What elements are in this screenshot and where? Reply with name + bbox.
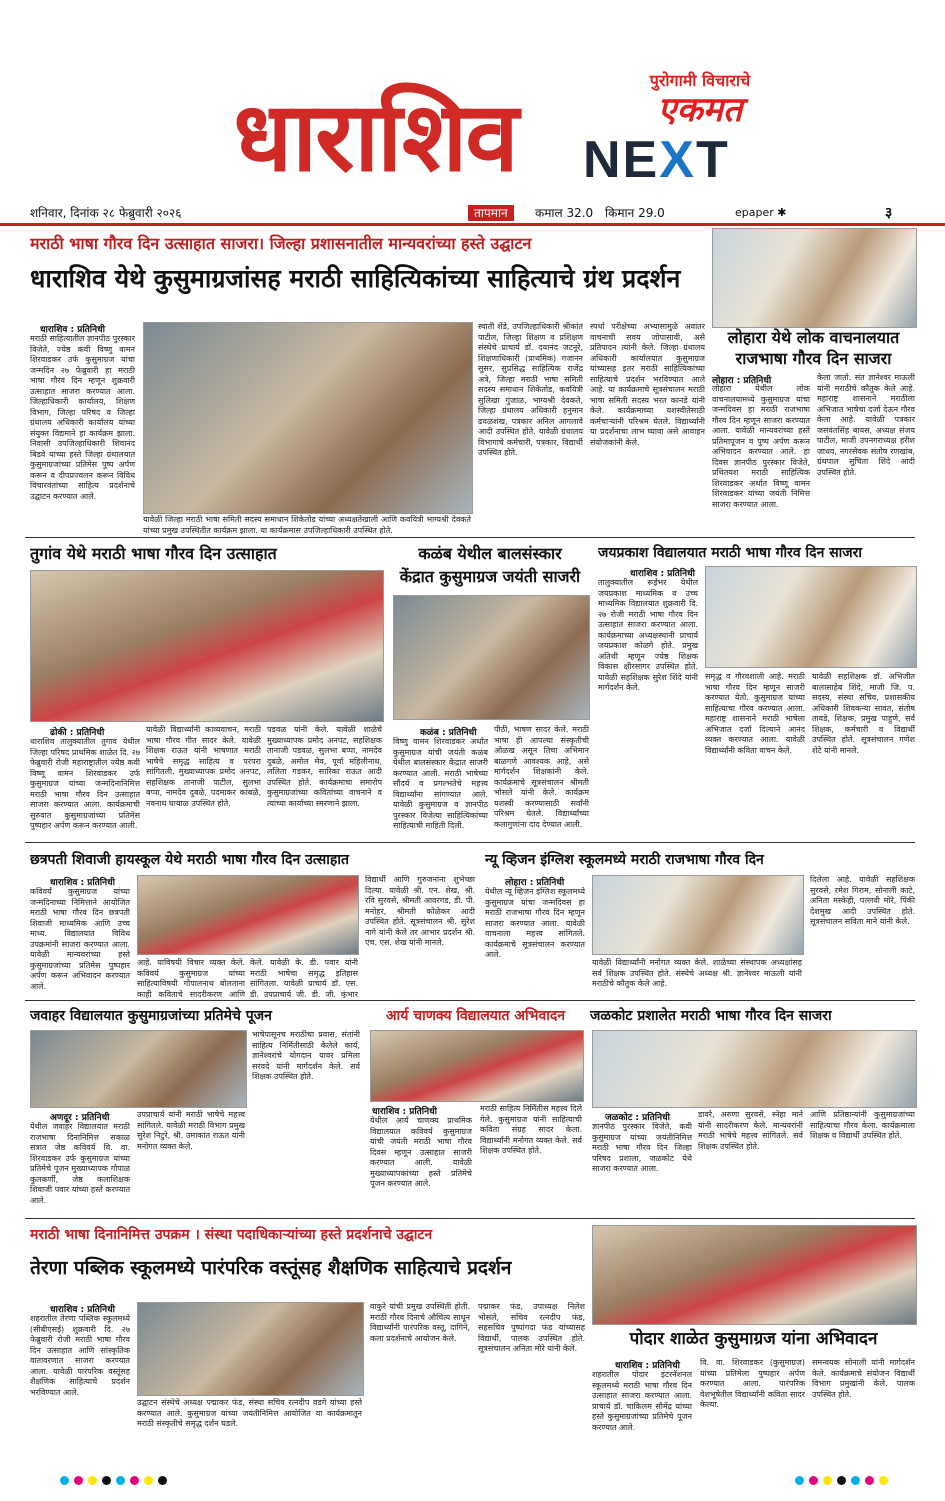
yellow-mark — [144, 1476, 153, 1485]
temperature-min: किमान 29.0 — [605, 206, 665, 220]
edition-logo-part-c: T — [695, 131, 730, 189]
terna-text-col2: उद्घाटन संस्थेचे अध्यक्ष पद्माकर फंड, संस्था सचिव रत्नदीप वडगे यांच्या हस्ते करण्यात आले. कुसुमाग्रज यांच्या जयंतीनिमित्त आयोजित या कार्यक्रमातून मराठी संस्कृतीचे समृद्ध दर्शन घडले. — [137, 1398, 362, 1428]
kalamb-text-col1: विष्णु वामन शिरवाडकर अर्थात कुसुमाग्रज यांची जयंती कळंब येथील बालसंस्कार केंद्रात साजरी करण्यात आली. मराठी भाषेच्या सौंदर्य व प्रगल्भतेचे महत्त्व विद्यार्थ्यांना सांगण्यात आले. यावेळी कुसुमाग्रज व ज्ञानपीठ पुरस्कार विजेत्या साहित्यिकांच्या साहित्याची माहिती दिली. — [393, 737, 488, 830]
epaper-link[interactable]: epaper ✱ — [735, 206, 787, 219]
lead-photo — [143, 322, 473, 514]
masthead-brand: एकमत — [657, 90, 743, 130]
edition-logo-part-a: NE — [583, 131, 660, 189]
newvision-headline: न्यू व्हिजन इंग्लिश स्कूलमध्ये मराठी राजभाषा गौरव दिन — [485, 852, 764, 868]
lead-headline: धाराशिव येथे कुसुमाग्रजांसह मराठी साहित्यिकांच्या साहित्याचे ग्रंथ प्रदर्शन — [30, 264, 681, 293]
jalkot-text-col3: आणि प्रतिष्ठान्यांनी कुसुमाग्रजांच्या साहित्याचा गौरव केला. कार्यक्रमाला शिक्षक व विद्यार्थी उपस्थित होते. — [810, 1110, 915, 1140]
section-divider — [25, 537, 915, 538]
issue-date: शनिवार, दिनांक २८ फेब्रुवारी २०२६ — [30, 206, 182, 220]
kalamb-text-col2: पीठी, भाषण सादर केले. मराठी भाषा ही आपल्या संस्कृतीची ओळख असून तिचा अभिमान बाळगणे आवश्यक आहे, असे मार्गदर्शन शिक्षकांनी केले. कार्यक्रमाचे सूत्रसंचालन श्रीमती भोसले यांनी केले. कार्यक्रम यशस्वी करण्यासाठी सर्वांनी परिश्रम घेतले. विद्यार्थ्यांच्या कलागुणांना दाद देण्यात आली. — [494, 725, 589, 829]
page-number: ३ — [885, 205, 893, 221]
cyan-mark — [795, 1476, 804, 1485]
black-mark — [837, 1476, 846, 1485]
newvision-text-col2: यावेळी विद्यार्थ्यांनी मनोगत व्यक्त केले. शाळेच्या संस्थापक अध्यक्षांसह सर्व शिक्षक उपस्थित होते. संस्थेचे अध्यक्ष श्री. ज्ञानेश्वर माऊली यांनी मराठीचे कौतुक केले आहे. — [592, 958, 802, 988]
podar-text-col3: समन्वयक सोनाली यांनी मार्गदर्शन केले. कार्यक्रमाचे संयोजन विद्यार्थी विभाग प्रमुखांनी केले. पालक उपस्थित होते. — [812, 1358, 915, 1399]
temperature-max: कमाल 32.0 — [535, 206, 594, 220]
podar-byline: धाराशिव : प्रतिनिधी — [615, 1361, 680, 1371]
cyan-mark — [60, 1476, 69, 1485]
lohara-text-col1: लोहारा येथील लोक वाचनालयामध्ये कुसुमाग्रज यांचा जन्मदिवस हा मराठी राजभाषा गौरव दिन म्हणून साजरा करण्यात आला. यावेळी मान्यवरांच्या हस्ते प्रतिमापूजन व पुष्प अर्पण करून अभिवादन करण्यात आले. हा दिवस ज्ञानपीठ पुरस्कार विजेते, प्रथितयश मराठी साहित्यिक शिरवाडकर अर्थात विष्णू वामन शिरवाडकर यांच्या जयंती निमित्त साजरा करण्यात आला. — [712, 384, 810, 509]
lohara-headline-2: राजभाषा गौरव दिन साजरा — [735, 349, 892, 368]
podar-photo — [592, 1225, 917, 1325]
tugaon-photo — [30, 570, 384, 722]
section-divider-4 — [25, 1218, 915, 1219]
section-divider-3 — [25, 1000, 915, 1001]
lohara-photo — [712, 228, 917, 328]
jaiprakash-headline: जयप्रकाश विद्यालयात मराठी भाषा गौरव दिन साजरा — [598, 545, 863, 561]
jaiprakash-text-col3: यावेळी सहशिक्षक डॉ. अभिजीत बालासाहेब शिंदे, माजी जि. प. सदस्य, संस्था सचिव, प्रशासकीय अधिकारी शिवकन्या सावंत, संतोष तावडे, शिक्षक, प्रमुख पाहुणे, सर्व शिक्षक, कर्मचारी व विद्यार्थी उपस्थित होते. सूत्रसंचालन गणेश शेटे यांनी मानले. — [812, 672, 915, 755]
terna-headline: तेरणा पब्लिक स्कूलमध्ये पारंपरिक वस्तूंसह शैक्षणिक साहित्याचे प्रदर्शन — [30, 1257, 512, 1279]
podar-text-col2: वि. वा. शिरवाडकर (कुसुमाग्रज) यांच्या प्रतिमेला पुष्पहार अर्पण करण्यात आला. पारंपरिक वेशभूषेतील विद्यार्थ्यांनी कविता सादर केल्या. — [700, 1358, 805, 1409]
jaiprakash-text-col2: समृद्ध व गौरवशाली आहे. मराठी भाषा गौरव दिन म्हणून साजरी करण्यात येतो. कुसुमाग्रज यांच्या साहित्याचा गौरव करण्यात आला. महाराष्ट्र शासनाने मराठी भाषेला अभिजात दर्जा दिल्याने आनंद व्यक्त करण्यात आला. यावेळी विद्यार्थ्यांनी कविता वाचन केले. — [705, 672, 805, 755]
cyan-mark — [116, 1476, 125, 1485]
jawahar-text-col2: भाषेपासूनच मराठीचा प्रवास, संतांनी साहित्य निर्मितीसाठी केलेले कार्य, ज्ञानेश्वरांचे योगदान यावर प्रमिला सरवदे यांनी मार्गदर्शन केले. सर्व शिक्षक उपस्थित होते. — [252, 1030, 360, 1081]
yellow-mark — [88, 1476, 97, 1485]
tugaon-headline: तुगांव येथे मराठी भाषा गौरव दिन उत्साहात — [30, 544, 277, 563]
edition-logo-part-b: X — [659, 131, 696, 189]
shivaji-photo — [137, 875, 359, 955]
jalkot-text-col1: ज्ञानपीठ पुरस्कार विजेते, कवी कुसुमाग्रज यांच्या जयंतीनिमित्त मराठी भाषा गौरव दिन जिल्हा परिषद प्रशाला, जळकोट येथे साजरा करण्यात आला. — [592, 1122, 692, 1173]
magenta-mark — [74, 1476, 83, 1485]
arya-text-col2: मराठी साहित्य निर्मितीस महत्त्व दिले गेले. कुसुमाग्रज यांनी साहित्याची कविता संग्रह सादर केला. विद्यार्थ्यांनी मनोगत व्यक्त केले. सर्व शिक्षक उपस्थित होते. — [480, 1104, 582, 1155]
jalkot-text-col2: डावरे, अरुणा सुरवसे, स्नेहा माने यांनी सादरीकरण केले. मान्यवरांनी मराठी भाषेचे महत्त्व सांगितले. सर्व शिक्षक उपस्थित होते. — [698, 1110, 803, 1151]
shivaji-text-col3: केले. यावेळी के. डी. पवार यांनी मराठी भाषेचा समृद्ध इतिहास सांगितला. यावेळी प्राचार्य डॉ. एस. डी. उपप्राचार्य जी. डी. जी. कुंभार — [250, 958, 358, 998]
magenta-mark — [130, 1476, 139, 1485]
registration-marks-right — [795, 1470, 893, 1480]
newvision-text-col3: दिलेला आहे. यावेळी सहशिक्षक सुरवसे, रमेश गिराम, सोनाली काटे, अनिता मस्केही, पल्लवी मोरे, पिंकी देशमुख आदी उपस्थित होते. सूत्रसंचालन सविता माने यांनी केले. — [810, 875, 915, 926]
terna-text-col4: पद्माकर फंड, उपाध्यक्ष निलेश भोसले, सचिव रत्नदीप फंड, सहसचिव पुष्पांगदा फंड यांच्यासह विद्यार्थी, पालक उपस्थित होते. सूत्रसंचालन अनिता मोरे यांनी केले. — [478, 1302, 585, 1353]
lead-photo-caption: यावेळी जिल्हा मराठी भाषा समिती सदस्य समाधान शिकेतोड यांच्या अध्यक्षतेखाली आणि कवयित्री भाग्यश्री देवकते यांच्या प्रमुख उपस्थितीत कार्यक्रम झाला. या कार्यक्रमास उपजिल्हाधिकारी उपस्थित होते. — [143, 515, 471, 535]
jawahar-text-col1: येथील जवाहर विद्यालयात मराठी राजभाषा दिनानिमित्त सकाळ सत्रात जेष्ठ कविवर्य वि. वा. शिरवाडकर उर्फ कुसुमाग्रज यांच्या प्रतिमेचे पूजन मुख्याध्यापक गोपाळ कुलकर्णी, जेष्ठ कलाशिक्षक शिवाजी पवार यांच्या हस्ते करण्यात आले. — [30, 1122, 130, 1205]
terna-kicker: मराठी भाषा दिनानिमित्त उपक्रम । संस्था पदाधिकाऱ्यांच्या हस्ते प्रदर्शनाचे उद्घाटन — [30, 1227, 433, 1243]
terna-text-col1: शहरातील तेरणा पब्लिक स्कूलमध्ये (सीबीएसई) शुक्रवारी दि. २७ फेब्रुवारी रोजी मराठी भाषा गौरव दिन उत्साहात आणि सांस्कृतिक वातावरणात साजरा करण्यात आला. यावेळी पारंपरिक वस्तूंसह शैक्षणिक साहित्याचे प्रदर्शन भरविण्यात आले. — [30, 1314, 130, 1397]
shivaji-text-col2: आहे. याविषयी विचार व्यक्त केले. कविवर्य कुसुमाग्रज यांच्या साहित्याविषयी गोपालनाथ बोलताना काही कविताचे सादरीकरण आणि — [137, 958, 245, 998]
masthead-tagline: पुरोगामी विचाराचे — [649, 71, 751, 90]
kalamb-byline: कळंब : प्रतिनिधी — [420, 728, 477, 738]
yellow-mark — [823, 1476, 832, 1485]
lead-text-col3: स्पर्धा परीक्षेच्या अभ्यासामुळे अवांतर वाचनाची सवय जोपासावी, असे प्रतिपादन त्यांनी केले. जिल्हा ग्रंथालय अधिकारी कार्यालयात कुसुमाग्रज यांच्यासह इतर मराठी साहित्यिकांच्या साहित्याचे प्रदर्शन भरविण्यात आले आहे. या कार्यक्रमाचे सूत्रसंचालन मराठी भाषा समिती सदस्य भरत कानडे यांनी केले. कार्यक्रमाच्या यशस्वीतेसाठी कर्मचाऱ्यांनी परिश्रम घेतले. विद्यार्थ्यांनी या प्रदर्शनाचा लाभ घ्यावा असे आवाहन संयोजकांनी केले. — [590, 322, 705, 447]
newvision-text-col1: येथील न्यू व्हिजन इंग्लिश स्कूलमध्ये कुसुमाग्रज यांचा जन्मदिवस हा मराठी राजभाषा गौरव दिन म्हणून साजरा करण्यात आला. यावेळी वाचनाला महत्त्व सांगितले. कार्यक्रमाचे सूत्रसंचालन करण्यात आले. — [485, 887, 585, 959]
jaiprakash-photo — [705, 566, 917, 668]
dateline-bar — [0, 203, 945, 226]
terna-byline: धाराशिव : प्रतिनिधी — [50, 1305, 115, 1315]
tugaon-text-col2: यावेळी विद्यार्थ्यांनी काव्यवाचन, मराठी भाषा गौरव गीत सादर केले. यावेळी शिक्षक राऊत यांनी भाषणात मराठी भाषेचे समृद्ध साहित्य व परंपरा सांगितली. मुख्याध्यापक प्रमोद अनपट, सहशिक्षक तानाजी पाटील, सुलभा बप्पा, नामदेव दुबळे, पदमाकर कांबळे, नवनाथ घायाळ उपस्थित होते. — [146, 725, 261, 808]
terna-text-col3: वाकुरे यांची प्रमुख उपस्थिती होती. मराठी गौरव दिनाचे औचित्य साधून विद्यार्थ्यांनी पारंपरिक वस्तू, दागिने, कला प्रदर्शनाचे आयोजन केले. — [370, 1302, 470, 1343]
lead-kicker: मराठी भाषा गौरव दिन उत्साहात साजरा। जिल्हा प्रशासनातील मान्यवरांच्या हस्ते उद्घाटन — [30, 234, 532, 253]
lead-text-col1: मराठी साहित्यातील ज्ञानपीठ पुरस्कार विजेते, ज्येष्ठ कवी विष्णु वामन शिरवाडकर उर्फ कुसुमाग्रज यांचा जन्मदिन २७ फेब्रुवारी हा मराठी भाषा गौरव दिन म्हणून शुक्रवारी उत्साहात साजरा करण्यात आला. जिल्हाधिकारी कार्यालय, शिक्षण विभाग, जिल्हा परिषद व जिल्हा ग्रंथालय अधिकारी कार्यालय यांच्या संयुक्त विद्यमाने हा कार्यक्रम झाला. निवासी उपजिल्हाधिकारी शिवानंद बिडवे यांच्या हस्ते जिल्हा ग्रंथालयात कुसुमाग्रजांच्या प्रतिमेस पुष्प अर्पण करून व दीपप्रज्वलन करून विविध विचारवंतांच्या साहित्य प्रदर्शनाचे उद्घाटन करण्यात आले. — [30, 334, 135, 501]
jawahar-photo — [30, 1030, 247, 1108]
tugaon-byline: ढोकी : प्रतिनिधी — [50, 728, 105, 738]
kalamb-photo — [393, 595, 590, 720]
yellow-mark — [879, 1476, 888, 1485]
tugaon-text-col3: पडवळ यांनी केले. यावेळी शाळेचे मुख्याध्यापक प्रमोद अनपट, सहशिक्षक तानाजी पडवळ, सुलभा बप्पा, नामदेव दुबळे, अमोल मेव, पूर्वा महिलीनाथ, ललिता गडकर, सारिका राऊत आदी उपस्थित होते. कार्यक्रमाचा समारोप कुसुमाग्रजांच्या कवितांच्या वाचनाने व त्यांच्या कार्याच्या स्मरणाने झाला. — [267, 725, 382, 808]
magenta-mark — [865, 1476, 874, 1485]
edition-logo — [583, 130, 763, 190]
jalkot-photo — [592, 1030, 917, 1108]
arya-headline: आर्य चाणक्य विद्यालयात अभिवादन — [385, 1008, 566, 1024]
arya-photo — [370, 1030, 584, 1102]
lead-byline: धाराशिव : प्रतिनिधी — [40, 325, 105, 335]
newvision-photo — [592, 875, 804, 955]
jalkot-headline: जळकोट प्रशालेत मराठी भाषा गौरव दिन साजरा — [590, 1008, 832, 1024]
shivaji-text-col1: कविवर्य कुसुमाग्रज यांच्या जन्मदिनाच्या निमित्ताने आयोजित मराठी भाषा गौरव दिन छत्रपती शिवाजी माध्यमिक आणि उच्च माध्य. विद्यालयात विविध उपक्रमांनी साजरा करण्यात आला. यावेळी मान्यवरांच्या हस्ते कुसुमाग्रजांच्या प्रतिमेस पुष्पहार अर्पण करून अभिवादन करण्यात आले. — [30, 887, 130, 991]
lead-text-col2: स्वाती शेंडे, उपजिल्हाधिकारी श्रीकांत पाटील, जिल्हा शिक्षण व प्रशिक्षण संस्थेचे प्राचार्य डॉ. दयानंद जटनूरे, शिक्षणाधिकारी (प्राथमिक) गजानन सुसर, सुप्रसिद्ध साहित्यिक राजेंद्र अत्रे, जिल्हा मराठी भाषा समिती सदस्य समाधान शिकेतोड, कवयित्री सुलिखा गुंजाळ, भाग्यश्री देवकते, जिल्हा ग्रंथालय अधिकारी हनुमान ढवळशंख, पत्रकार अनिल आगलावे आदी उपस्थित होते. यावेळी ग्रंथालय विभागाचे कर्मचारी, पत्रकार, विद्यार्थी उपस्थित होते. — [478, 322, 583, 457]
shivaji-byline: धाराशिव : प्रतिनिधी — [50, 878, 115, 888]
section-divider-2 — [25, 842, 915, 843]
tugaon-text-col1: धाराशिव तालुक्यातील तुगाव येथील जिल्हा परिषद प्राथमिक शाळेत दि. २७ फेब्रुवारी रोजी महाराष्ट्रातील ज्येष्ठ कवी विष्णू वामन शिरवाडकर उर्फ कुसुमाग्रज यांच्या जन्मदिनानिमित्त मराठी भाषा गौरव दिन उत्साहात साजरा करण्यात आला. कार्यक्रमाची सुरुवात कुसुमाग्रजांच्या प्रतिमेस पुष्पहार अर्पण करून करण्यात आली. — [30, 737, 140, 830]
shivaji-text-col4: विद्यार्थी आणि गुरुजनांना शुभेच्छा दिल्या. यावेळी श्री. एन. शेख, श्री. रवि सुरवसे, श्रीमती आवरगड, डी. पी. मनोहर, श्रीमती कोळेकर आदी उपस्थित होते. सूत्रसंचालन श्री. सुरेश नागे यांनी केले तर आभार प्रदर्शन श्री. एच. एस. शेख यांनी मानले. — [365, 875, 475, 947]
jawahar-text-col3: उपप्राचार्य यांनी मराठी भाषेचे महत्त्व सांगितले. यावेळी मराठी विभाग प्रमुख सुरेश निटुरे, श्री. उमाकांत राऊत यांनी मनोगत व्यक्त केले. — [137, 1110, 245, 1151]
shivaji-headline: छत्रपती शिवाजी हायस्कूल येथे मराठी भाषा गौरव दिन उत्साहात — [30, 852, 349, 868]
arya-text-col1: येथील आर्य चाणक्य प्राथमिक विद्यालयात कविवर्य कुसुमाग्रज यांची जयंती मराठी भाषा गौरव दिवस म्हणून उत्साहात साजरी करण्यात आली. यावेळी मुख्याध्यापकांच्या हस्ते प्रतिमेचे पूजन करण्यात आले. — [370, 1116, 472, 1188]
kalamb-headline-1: कळंब येथील बालसंस्कार — [418, 544, 562, 563]
black-mark — [102, 1476, 111, 1485]
lohara-byline: लोहारा : प्रतिनिधी — [712, 376, 772, 386]
podar-text-col1: शहरातील पोदार इंटरनॅशनल स्कूलमध्ये मराठी भाषा गौरव दिन उत्साहात साजरा करण्यात आला. प्राचार्य डॉ. चाकिलम सौमेंद्र यांच्या हस्ते कुसुमाग्रजांच्या प्रतिमेचे पूजन करण्यात आले. — [592, 1370, 692, 1432]
jaiprakash-text-col1: तालुक्यातील रूईभर येथील जयप्रकाश माध्यमिक व उच्च माध्यमिक विद्यालयात शुक्रवारी दि. २७ रोजी मराठी भाषा गौरव दिन उत्साहात साजरा करण्यात आला. कार्यक्रमाच्या अध्यक्षस्थानी प्राचार्य जयप्रकाश कोळगे होते. प्रमुख अतिथी म्हणून ज्येष्ठ शिक्षक विकास क्षीरसागर उपस्थित होते. यावेळी सहशिक्षक सुरेश शिंदे यांनी मार्गदर्शन केले. — [598, 578, 698, 692]
magenta-mark — [809, 1476, 818, 1485]
cyan-mark — [851, 1476, 860, 1485]
masthead-title: धाराशिव — [233, 81, 517, 193]
kalamb-headline-2: केंद्रात कुसुमाग्रज जयंती साजरी — [399, 567, 581, 586]
jawahar-headline: जवाहर विद्यालयात कुसुमाग्रजांच्या प्रतिमेचे पूजन — [30, 1008, 272, 1024]
black-mark — [158, 1476, 167, 1485]
temperature-label: तापमान — [468, 205, 514, 221]
registration-marks-left — [60, 1470, 172, 1480]
jalkot-byline: जळकोट : प्रतिनिधी — [605, 1113, 670, 1123]
newvision-byline: लोहारा : प्रतिनिधी — [505, 878, 565, 888]
jaiprakash-byline: धाराशिव : प्रतिनिधी — [630, 569, 695, 579]
lohara-headline-1: लोहारा येथे लोक वाचनालयात — [727, 328, 900, 347]
arya-byline: धाराशिव : प्रतिनिधी — [372, 1107, 437, 1117]
podar-headline: पोदार शाळेत कुसुमाग्रज यांना अभिवादन — [629, 1329, 878, 1349]
lohara-text-col2: केला जातो. संत ज्ञानेश्वर माऊली यांनी मराठीचे कौतुक केले आहे. महाराष्ट्र शासनाने मराठीला अभिजात भाषेचा दर्जा देऊन गौरव केला आहे. यावेळी पत्रकार जसवंतसिंह बायस, अध्यक्ष संजय पाटील, माजी उपनगराध्यक्ष हरीश जाधव, नगरसेवक संतोष रणखांब, ग्रंथपाल सुचिता शिंदे आदी उपस्थित होते. — [817, 373, 915, 477]
terna-photo — [137, 1302, 364, 1396]
jawahar-byline: अणदूर : प्रतिनिधी — [50, 1113, 110, 1123]
